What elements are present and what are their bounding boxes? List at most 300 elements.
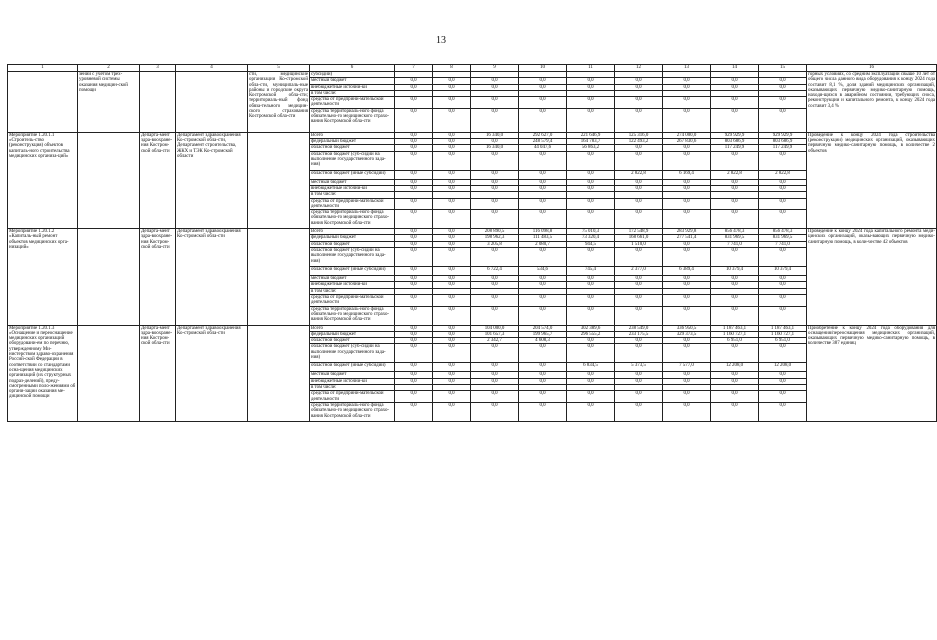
funding-source: внебюджетные источни-ки — [310, 185, 395, 191]
section-c0 — [8, 72, 78, 133]
value-cell: 0,0 — [615, 344, 663, 363]
value-cell: 0,0 — [567, 282, 615, 288]
value-cell: 292 627,0 — [519, 132, 567, 138]
value-cell: 0,0 — [711, 276, 759, 282]
value-cell: 248 579,4 — [519, 139, 567, 145]
funding-source: внебюджетные источни-ки — [310, 282, 395, 288]
funding-source: областной бюджет (иные субсидии) — [310, 363, 395, 372]
value-cell: 6 722,4 — [471, 267, 519, 276]
value-cell: 0,0 — [519, 378, 567, 384]
value-cell: 10 379,4 — [759, 267, 807, 276]
value-cell: 2 822,8 — [711, 170, 759, 179]
value-cell: 6 169,4 — [663, 170, 711, 179]
value-cell: 0,0 — [433, 229, 471, 235]
value-cell: 0,0 — [519, 185, 567, 191]
value-cell: 0,0 — [615, 378, 663, 384]
value-cell: 0,0 — [433, 145, 471, 151]
column-number: 4 — [176, 65, 248, 72]
value-cell: 0,0 — [471, 179, 519, 185]
value-cell: 1 187 463,1 — [759, 325, 807, 331]
value-cell: 0,0 — [759, 210, 807, 229]
value-cell: 0,0 — [759, 306, 807, 325]
value-cell: 0,0 — [433, 132, 471, 138]
value-cell: 0,0 — [471, 139, 519, 145]
value-cell: 0,0 — [433, 78, 471, 84]
value-cell: 0,0 — [471, 108, 519, 132]
value-cell: 0,0 — [615, 108, 663, 132]
value-cell: 0,0 — [433, 338, 471, 344]
section-c3: Департамент здравоохранения Ко-стромской обла-сти, Департамент строительства, ЖКХ и ТЭК Ко-стромской области — [176, 132, 248, 228]
funding-source: областной бюджет (иные субсидии) — [310, 267, 395, 276]
value-cell: 0,0 — [663, 378, 711, 384]
value-cell: 2 822,8 — [615, 170, 663, 179]
value-cell: 0,0 — [711, 306, 759, 325]
column-number: 3 — [140, 65, 176, 72]
value-cell: 0,0 — [395, 282, 433, 288]
value-cell: 0,0 — [433, 391, 471, 403]
funding-source: федеральный бюджет — [310, 235, 395, 241]
value-cell: 0,0 — [519, 248, 567, 267]
value-cell: 803 686,9 — [759, 139, 807, 145]
value-cell: 0,0 — [567, 151, 615, 170]
value-cell: 0,0 — [567, 97, 615, 109]
section-c1 — [78, 325, 140, 421]
value-cell: 0,0 — [519, 170, 567, 179]
funding-source: средства территориаль-ного фонда обязательно-го медицинского страхо-вания Костромской обла-сти — [310, 402, 395, 421]
value-cell: 0,0 — [395, 151, 433, 170]
value-cell: 0,0 — [711, 372, 759, 378]
value-cell: 0,0 — [759, 108, 807, 132]
value-cell: 0,0 — [471, 402, 519, 421]
value-cell: 0,0 — [395, 363, 433, 372]
value-cell: 0,0 — [433, 97, 471, 109]
section-c0: Мероприятие 1.20.1.1 «Строитель-ство (реконструкция) объектов капиталь-ного строительства медицинских организа-ций» — [8, 132, 78, 228]
value-cell: 0,0 — [395, 372, 433, 378]
value-cell: 267 830,6 — [663, 139, 711, 145]
value-cell: 0,0 — [615, 151, 663, 170]
value-cell: 0,0 — [471, 363, 519, 372]
value-cell: 0,0 — [663, 282, 711, 288]
value-cell: 0,0 — [711, 97, 759, 109]
value-cell: 204 574,0 — [519, 325, 567, 331]
value-cell: 0,0 — [519, 282, 567, 288]
value-cell: 0,0 — [433, 276, 471, 282]
value-cell: 0,0 — [567, 391, 615, 403]
value-cell: 329 373,5 — [663, 331, 711, 337]
value-cell: 0,0 — [615, 248, 663, 267]
value-cell: 0,0 — [567, 344, 615, 363]
value-cell: 0,0 — [615, 185, 663, 191]
funding-source: областной бюджет (иные субсидии) — [310, 170, 395, 179]
value-cell: 0,0 — [663, 391, 711, 403]
column-number: 1 — [8, 65, 78, 72]
value-cell: 73 320,4 — [567, 235, 615, 241]
value-cell: 0,0 — [759, 344, 807, 363]
value-cell: 56 863,2 — [567, 145, 615, 151]
value-cell: 0,0 — [567, 294, 615, 306]
value-cell: 0,0 — [395, 248, 433, 267]
section-c0: Мероприятие 1.20.1.2 «Капиталь-ный ремонт объектов медицинских орга-низаций» — [8, 229, 78, 325]
value-cell: 0,0 — [711, 391, 759, 403]
section-c3 — [176, 72, 248, 133]
value-cell: 0,0 — [759, 294, 807, 306]
funding-source: в том числе: — [310, 288, 395, 294]
value-cell: 0,0 — [519, 84, 567, 90]
value-cell: 0,0 — [567, 248, 615, 267]
value-cell: 0,0 — [395, 241, 433, 247]
funding-source: областной бюджет (суб-сидии на выполнение государственного зада-ния) — [310, 248, 395, 267]
funding-source: местный бюджет — [310, 78, 395, 84]
value-cell: 0,0 — [711, 294, 759, 306]
column-number: 8 — [433, 65, 471, 72]
funding-source: средства от предприни-мательской деятельности — [310, 294, 395, 306]
value-cell: 5 373,5 — [615, 363, 663, 372]
value-cell: 0,0 — [395, 276, 433, 282]
value-cell: 12 208,0 — [759, 363, 807, 372]
funding-source: Всего — [310, 229, 395, 235]
value-cell: 0,0 — [711, 78, 759, 84]
value-cell: 0,0 — [759, 391, 807, 403]
value-cell: 0,0 — [615, 402, 663, 421]
value-cell: 0,0 — [471, 294, 519, 306]
value-cell: 296 555,2 — [567, 331, 615, 337]
value-cell: 0,0 — [519, 78, 567, 84]
funding-source: областной бюджет — [310, 145, 395, 151]
value-cell: 0,0 — [471, 151, 519, 170]
value-cell: 2 080,7 — [519, 241, 567, 247]
value-cell: 0,0 — [395, 132, 433, 138]
value-cell: 0,0 — [471, 84, 519, 90]
value-cell: 0,0 — [663, 84, 711, 90]
value-cell: 0,0 — [615, 84, 663, 90]
funding-source: местный бюджет — [310, 372, 395, 378]
value-cell: 831 969,5 — [759, 235, 807, 241]
value-cell: 0,0 — [615, 179, 663, 185]
value-cell: 0,0 — [433, 331, 471, 337]
value-cell: 2 342,7 — [471, 338, 519, 344]
value-cell: 125 316,0 — [615, 132, 663, 138]
value-cell: 0,0 — [395, 185, 433, 191]
section-c1: зении с учетом трех-уровневой системы оказания медицин-ской помощи — [78, 72, 140, 133]
value-cell: 0,0 — [663, 97, 711, 109]
section-c2: Департа-мент здра-воохране-ния Костром-ской обла-сти — [140, 325, 176, 421]
value-cell: 208 890,5 — [471, 229, 519, 235]
column-number: 5 — [248, 65, 310, 72]
column-number: 7 — [395, 65, 433, 72]
value-cell: 0,0 — [395, 170, 433, 179]
value-cell: 0,0 — [663, 145, 711, 151]
value-cell: 0,0 — [615, 198, 663, 210]
funding-source: средства территориаль-ного фонда обязательно-го медицинского страхо-вания Костромской обла-сти — [310, 108, 395, 132]
value-cell: 0,0 — [395, 139, 433, 145]
value-cell: 0,0 — [567, 210, 615, 229]
expected-result: Проведение к концу 2024 года строительства (реконструкции) медицинских организаций, оказывающих первичную медико-санитарную помощь, в количестве 2 объектов — [807, 132, 937, 228]
value-cell: 0,0 — [663, 241, 711, 247]
value-cell: 0,0 — [395, 235, 433, 241]
value-cell: 0,0 — [395, 344, 433, 363]
value-cell: 0,0 — [663, 276, 711, 282]
value-cell: 0,0 — [395, 378, 433, 384]
value-cell: 0,0 — [433, 198, 471, 210]
value-cell: 0,0 — [711, 84, 759, 90]
value-cell: 0,0 — [519, 402, 567, 421]
column-number: 6 — [310, 65, 395, 72]
value-cell: 0,0 — [433, 139, 471, 145]
section-c4 — [248, 229, 310, 325]
value-cell: 0,0 — [663, 198, 711, 210]
value-cell: 0,0 — [711, 108, 759, 132]
funding-source: средства от предприни-мательской деятельности — [310, 198, 395, 210]
value-cell: 302 389,6 — [567, 325, 615, 331]
value-cell: 0,0 — [433, 294, 471, 306]
funding-source: средства от предприни-мательской деятельности — [310, 97, 395, 109]
value-cell: 0,0 — [519, 276, 567, 282]
funding-source: областной бюджет — [310, 241, 395, 247]
value-cell: 0,0 — [519, 344, 567, 363]
value-cell: 0,0 — [663, 372, 711, 378]
value-cell: 0,0 — [615, 372, 663, 378]
value-cell: 0,0 — [759, 372, 807, 378]
value-cell: 0,0 — [519, 179, 567, 185]
funding-source: федеральный бюджет — [310, 139, 395, 145]
value-cell: 0,0 — [567, 84, 615, 90]
value-cell: 929 929,9 — [759, 132, 807, 138]
value-cell: 856 478,3 — [759, 229, 807, 235]
value-cell: 6 951,0 — [711, 338, 759, 344]
value-cell: 0,0 — [567, 402, 615, 421]
value-cell: 0,0 — [759, 378, 807, 384]
section-c4: сти, медицинские организации Ко-стромской обла-сти, муниципаль-ные районы и городские округа Костромской обла-сти; территориаль-ный фонд обяза-тельного медицин-ского страхования Костромской обла-сти — [248, 72, 310, 133]
value-cell: 0,0 — [433, 325, 471, 331]
value-cell: 0,0 — [759, 248, 807, 267]
value-cell: 0,0 — [471, 282, 519, 288]
column-number: 14 — [711, 65, 759, 72]
value-cell: 0,0 — [759, 151, 807, 170]
value-cell: 0,0 — [395, 294, 433, 306]
value-cell: 0,0 — [663, 151, 711, 170]
value-cell: 283 929,8 — [663, 229, 711, 235]
value-cell: 0,0 — [759, 185, 807, 191]
value-cell: 0,0 — [471, 378, 519, 384]
value-cell: 0,0 — [567, 198, 615, 210]
value-cell: 0,0 — [433, 378, 471, 384]
value-cell: 944,5 — [567, 241, 615, 247]
value-cell: 0,0 — [395, 179, 433, 185]
value-cell: 0,0 — [395, 78, 433, 84]
expected-result: Приобретение к концу 2024 года оборудования для оснащения/переоснащения медицинских организаций, оказывающих первичную медико-санитарную помощь, в количестве 387 единиц — [807, 325, 937, 421]
value-cell: 233 175,5 — [615, 331, 663, 337]
value-cell: 0,0 — [433, 248, 471, 267]
value-cell: 0,0 — [615, 338, 663, 344]
value-cell: 6 389,4 — [663, 267, 711, 276]
value-cell: 0,0 — [471, 372, 519, 378]
value-cell: 0,0 — [433, 267, 471, 276]
funding-source: средства территориаль-ного фонда обязательно-го медицинского страхо-вания Костромской обла-сти — [310, 306, 395, 325]
value-cell: 0,0 — [759, 179, 807, 185]
value-cell: 0,0 — [615, 78, 663, 84]
funding-source: местный бюджет — [310, 179, 395, 185]
value-cell: 0,0 — [663, 185, 711, 191]
value-cell: 0,0 — [711, 210, 759, 229]
funding-source: субсидии) — [310, 72, 395, 78]
value-cell: 16 340,0 — [471, 145, 519, 151]
section-c2 — [140, 72, 176, 133]
value-cell: 0,0 — [395, 331, 433, 337]
funding-source: местный бюджет — [310, 276, 395, 282]
value-cell: 1 510,0 — [615, 241, 663, 247]
value-cell: 0,0 — [433, 151, 471, 170]
value-cell: 0,0 — [711, 344, 759, 363]
value-cell: 534,6 — [519, 267, 567, 276]
value-cell: 0,0 — [519, 151, 567, 170]
value-cell: 0,0 — [663, 248, 711, 267]
expected-result: Проведение к концу 2024 года капитального ремонта меди-цинских организаций, оказы-вающих первичную медико-санитарную помощь, в коли-честве 42 объектов — [807, 229, 937, 325]
value-cell: 101 657,3 — [471, 331, 519, 337]
value-cell: 75 010,3 — [567, 229, 615, 235]
value-cell: 929 929,9 — [711, 132, 759, 138]
column-number: 15 — [759, 65, 807, 72]
value-cell: 0,0 — [433, 241, 471, 247]
value-cell: 7 741,0 — [711, 241, 759, 247]
value-cell: 0,0 — [519, 294, 567, 306]
funding-source: областной бюджет (суб-сидии на выполнение государственного зада-ния) — [310, 344, 395, 363]
section-c4 — [248, 325, 310, 421]
value-cell: 3 205,8 — [471, 241, 519, 247]
value-cell: 6 834,5 — [567, 363, 615, 372]
value-cell: 0,0 — [433, 402, 471, 421]
value-cell: 16 340,0 — [471, 132, 519, 138]
value-cell: 0,0 — [519, 391, 567, 403]
value-cell: 0,0 — [395, 338, 433, 344]
funding-source: внебюджетные источни-ки — [310, 378, 395, 384]
value-cell: 0,0 — [519, 198, 567, 210]
value-cell: 0,0 — [567, 185, 615, 191]
value-cell: 0,0 — [471, 248, 519, 267]
value-cell: 0,0 — [471, 198, 519, 210]
value-cell: 0,0 — [663, 78, 711, 84]
section-c3: Департамент здравоохранения Ко-стромской обла-сти — [176, 325, 248, 421]
value-cell: 0,0 — [433, 306, 471, 325]
value-cell: 0,0 — [663, 210, 711, 229]
value-cell: 0,0 — [759, 84, 807, 90]
value-cell: 198 962,3 — [471, 235, 519, 241]
funding-source: Всего — [310, 325, 395, 331]
value-cell: 7 741,0 — [759, 241, 807, 247]
column-number: 13 — [663, 65, 711, 72]
value-cell: 0,0 — [433, 235, 471, 241]
value-cell: 238 549,0 — [615, 325, 663, 331]
value-cell: 0,0 — [663, 338, 711, 344]
value-cell: 0,0 — [433, 372, 471, 378]
value-cell: 0,0 — [471, 78, 519, 84]
funding-source: в том числе: — [310, 192, 395, 198]
value-cell: 0,0 — [519, 363, 567, 372]
value-cell: 0,0 — [471, 391, 519, 403]
value-cell: 0,0 — [759, 282, 807, 288]
value-cell: 0,0 — [759, 276, 807, 282]
value-cell: 199 965,7 — [519, 331, 567, 337]
value-cell: 0,0 — [711, 198, 759, 210]
section-c3: Департамент здравоохранения Ко-стромской обла-сти — [176, 229, 248, 325]
value-cell: 0,0 — [567, 276, 615, 282]
value-cell: 0,0 — [471, 344, 519, 363]
section-c0: Мероприятие 1.20.1.3 «Оснащение и переоснащение медицинских организаций оборудовани-ем по перечню, утвержденному Ми-нистерством здраво-охранения Россий-ской Федерации в соответствии со стандартами осна-щения медицинских организаций (их структурных подраз-делений), преду-смотренными поло-жениями об органи-зации оказания ме-дицинской помощи — [8, 325, 78, 421]
funding-source: в том числе: — [310, 385, 395, 391]
value-cell: 0,0 — [433, 179, 471, 185]
value-cell: 0,0 — [567, 378, 615, 384]
value-cell: 0,0 — [519, 97, 567, 109]
section-c2: Департа-мент здра-воохране-ния Костром-ской обла-сти — [140, 132, 176, 228]
value-cell: 0,0 — [711, 282, 759, 288]
funding-source: областной бюджет (суб-сидии на выполнение государственного зада-ния) — [310, 151, 395, 170]
value-cell: 0,0 — [433, 210, 471, 229]
value-cell: 2 822,8 — [759, 170, 807, 179]
value-cell: 0,0 — [395, 198, 433, 210]
value-cell: 0,0 — [433, 108, 471, 132]
value-cell: 336 950,5 — [663, 325, 711, 331]
value-cell: 1 187 463,1 — [711, 325, 759, 331]
expected-result: горных условиях, со средним эксплуатации свыше 10 лет от общего числа данного вида оборудования к концу 2024 года составит 8,1 %, доля зданий медицинских организаций, оказывающих первичную медико-санитарную помощь, находя-щихся в аварийном состоянии, требующих сноса, реконструкции и капитального ремонта, к концу 2024 года составит 3,4 % — [807, 72, 937, 133]
value-cell: 0,0 — [395, 306, 433, 325]
value-cell: 274 000,0 — [663, 132, 711, 138]
value-cell: 0,0 — [759, 78, 807, 84]
value-cell: 0,0 — [567, 306, 615, 325]
value-cell: 0,0 — [471, 170, 519, 179]
value-cell: 0,0 — [433, 363, 471, 372]
value-cell: 0,0 — [615, 276, 663, 282]
value-cell: 116 098,8 — [519, 229, 567, 235]
value-cell: 0,0 — [471, 97, 519, 109]
value-cell: 0,0 — [519, 210, 567, 229]
page-number: 13 — [436, 35, 446, 46]
value-cell: 0,0 — [395, 97, 433, 109]
value-cell: 2 377,0 — [615, 267, 663, 276]
value-cell: 0,0 — [567, 338, 615, 344]
value-cell: 168 661,0 — [615, 235, 663, 241]
value-cell: 4 608,3 — [519, 338, 567, 344]
value-cell: 0,0 — [395, 108, 433, 132]
value-cell: 6 951,0 — [759, 338, 807, 344]
funding-source: Всего — [310, 132, 395, 138]
value-cell: 1 160 727,1 — [759, 331, 807, 337]
funding-source: в том числе: — [310, 90, 395, 96]
value-cell: 0,0 — [663, 179, 711, 185]
header-row — [8, 65, 937, 72]
funding-source: средства от предприни-мательской деятельности — [310, 391, 395, 403]
funding-source: федеральный бюджет — [310, 331, 395, 337]
column-number: 2 — [78, 65, 140, 72]
section-c2: Департа-мент здра-воохране-ния Костром-ской обла-сти — [140, 229, 176, 325]
value-cell: 0,0 — [519, 108, 567, 132]
value-cell: 0,0 — [433, 185, 471, 191]
value-cell: 0,0 — [433, 344, 471, 363]
value-cell: 12 208,0 — [711, 363, 759, 372]
value-cell: 0,0 — [433, 170, 471, 179]
value-cell: 0,0 — [711, 179, 759, 185]
value-cell: 0,0 — [567, 170, 615, 179]
funding-source: внебюджетные источни-ки — [310, 84, 395, 90]
value-cell: 0,0 — [433, 84, 471, 90]
column-number: 11 — [567, 65, 615, 72]
value-cell: 0,0 — [759, 97, 807, 109]
value-cell: 0,0 — [615, 145, 663, 151]
value-cell: 164 783,7 — [567, 139, 615, 145]
value-cell: 0,0 — [759, 198, 807, 210]
value-cell: 117 249,9 — [759, 145, 807, 151]
value-cell: 0,0 — [615, 210, 663, 229]
funding-source: областной бюджет — [310, 338, 395, 344]
value-cell: 0,0 — [395, 391, 433, 403]
